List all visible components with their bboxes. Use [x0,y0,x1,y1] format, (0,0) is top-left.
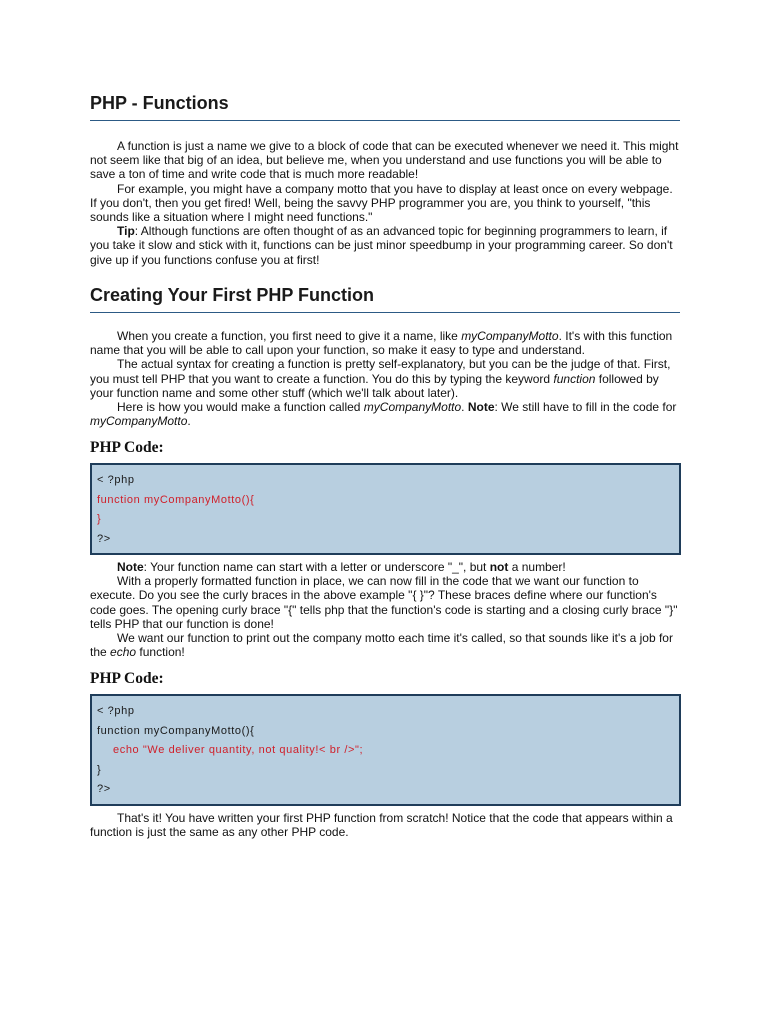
italic-text: function [553,371,596,386]
text-run: : Although functions are often thought of as an advanced topic for beginning programmers to learn, if you take it slow and stick with it, functions can be just minor speedbump in your programming career. So don't give up if you functions confuse you at first! [90,224,673,267]
paragraph [90,560,680,574]
italic-text: echo [110,645,137,660]
code-line: function myCompanyMotto(){ [97,493,255,506]
italic-text: myCompanyMotto [90,414,188,429]
paragraph [90,400,680,428]
bold-text: Note [467,400,495,415]
italic-text: myCompanyMotto [461,329,559,343]
text-run: : We still have to fill in the code for [494,400,677,415]
code-line: echo "We deliver quantity, not quality!< br />"; [113,744,364,757]
code-label-1: PHP Code: [90,439,164,456]
text-run: The actual syntax for creating a function is pretty self-explanatory, but you can be the judge of that. First, you must tell PHP that you want to create a function. You do this by typing the keyword [90,357,671,386]
code-block-1 [90,463,681,555]
paragraph [90,329,680,357]
code-label-2: PHP Code: [90,670,164,687]
code-line: } [97,513,102,526]
closing-paragraph [90,811,680,839]
code-line: function myCompanyMotto(){ [97,724,255,737]
text-run: . [461,400,468,415]
code-line: < ?php [97,474,135,486]
text-run: When you create a function, you first need to give it a name, like [117,329,462,343]
code-line: < ?php [97,705,135,717]
text-run: function! [136,645,185,660]
code-line: } [97,763,102,776]
text-run: : Your function name can start with a letter or underscore "_", but [143,560,490,574]
section-title-php-functions: PHP - Functions [90,93,680,121]
paragraph [90,182,680,225]
text-run: . [187,414,191,429]
text-run: For example, you might have a company motto that you have to display at least once on every webpage. If you don't, then you get fired! Well, being the savvy PHP programmer you are, you think to yourself, "this sounds like a situation where I might need functions." [90,181,673,225]
creating-function-paragraphs [90,329,680,428]
bold-text: not [489,560,509,574]
paragraph [90,224,680,267]
code-block-2 [90,694,681,806]
text-run: . It's with this function name that you will be able to call upon your function, so make it easy to type and understand. [90,329,673,358]
text-run: a number! [508,560,566,574]
text-run: followed by your function name and some other stuff (which we'll talk about later). [90,371,659,400]
bold-text: Tip [117,224,135,239]
text-run: That's it! You have written your first PHP function from scratch! Notice that the code that appears within a function is just the same as any other PHP code. [90,811,673,840]
intro-paragraphs [90,139,680,267]
italic-text: myCompanyMotto [363,400,462,415]
code-line: ?> [97,783,111,796]
text-run: Here is how you would make a function called [117,400,364,415]
text-run: A function is just a name we give to a block of code that can be executed whenever we need it. This might not seem like that big of an idea, but believe me, when you understand and use functions you will be able to save a ton of time and write code that is much more readable! [90,139,679,182]
paragraph [90,574,680,631]
note-paragraphs [90,560,680,659]
section-title-creating-first-function: Creating Your First PHP Function [90,285,680,313]
bold-text: Note [117,560,144,574]
code-line: ?> [97,532,111,545]
paragraph [90,631,680,659]
paragraph [90,811,680,839]
paragraph [90,139,680,182]
text-run: With a properly formatted function in place, we can now fill in the code that we want our function to execute. Do you see the curly braces in the above example "{ }"? These braces define where our function's code goes. The opening curly brace "{" tells php that the function's code is starting and a closing curly brace "}" tells PHP that our function is done! [90,574,678,631]
paragraph [90,357,680,400]
text-run: We want our function to print out the company motto each time it's called, so that sounds like it's a job for the [90,631,673,660]
